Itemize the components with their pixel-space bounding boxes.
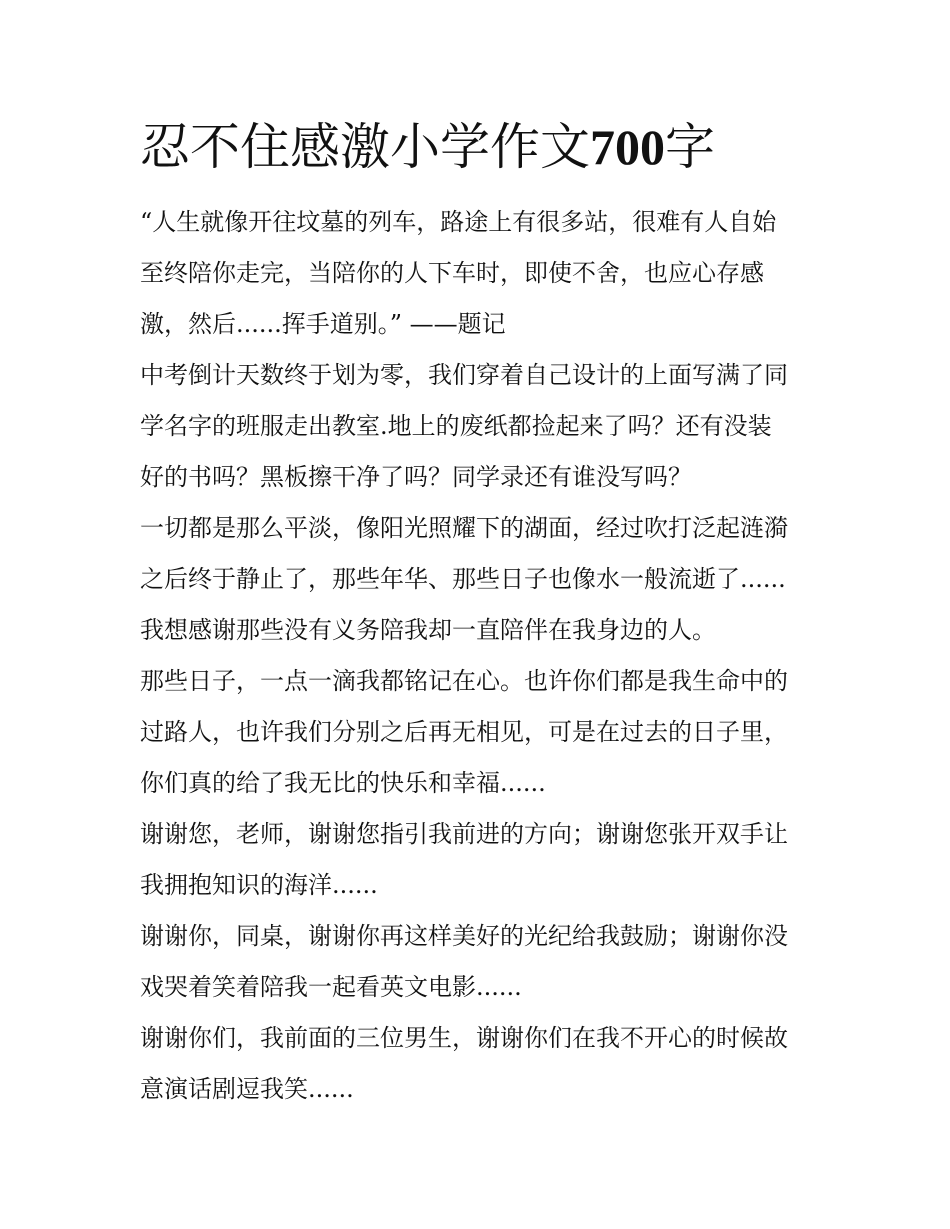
text-line: 激，然后......挥手道别。” ——题记 (140, 310, 506, 338)
text-line: 至终陪你走完，当陪你的人下车时，即使不舍，也应心存感 (140, 259, 764, 287)
text-line: 一切都是那么平淡，像阳光照耀下的湖面，经过吹打泛起涟漪 (140, 514, 788, 542)
text-line: 好的书吗？黑板擦干净了吗？同学录还有谁没写吗？ (140, 463, 692, 491)
title-suffix: 字 (665, 118, 715, 176)
paragraph-epigraph (140, 197, 820, 350)
text-line: 中考倒计天数终于划为零，我们穿着自己设计的上面写满了同 (140, 361, 788, 389)
paragraph (140, 350, 820, 503)
text-line: 戏哭着笑着陪我一起看英文电影...... (140, 973, 522, 1001)
text-line: 谢谢你，同桌，谢谢你再这样美好的光纪给我鼓励；谢谢你没 (140, 922, 788, 950)
text-line: 我拥抱知识的海洋...... (140, 871, 378, 899)
text-line: 谢谢你们，我前面的三位男生，谢谢你们在我不开心的时候故 (140, 1024, 788, 1052)
text-line: 谢谢您，老师，谢谢您指引我前进的方向；谢谢您张开双手让 (140, 820, 788, 848)
text-line: 你们真的给了我无比的快乐和幸福...... (140, 769, 546, 797)
title-number: 700 (590, 119, 665, 175)
paragraph (140, 809, 820, 911)
text-line: 过路人，也许我们分别之后再无相见，可是在过去的日子里， (140, 718, 788, 746)
paragraph (140, 911, 820, 1013)
text-line: 意演话剧逗我笑...... (140, 1075, 354, 1103)
paragraph (140, 1013, 820, 1115)
text-line: 那些日子，一点一滴我都铭记在心。也许你们都是我生命中的 (140, 667, 788, 695)
paragraph (140, 503, 820, 656)
title-main: 忍不住感激小学作文 (140, 118, 590, 176)
paragraph (140, 656, 820, 809)
text-line: 学名字的班服走出教室.地上的废纸都捡起来了吗？还有没装 (140, 412, 772, 440)
text-line: 之后终于静止了，那些年华、那些日子也像水一般流逝了...... (140, 565, 786, 593)
essay-body (140, 197, 820, 1115)
text-line: “人生就像开往坟墓的列车，路途上有很多站，很难有人自始 (140, 208, 777, 236)
document-title (140, 112, 715, 182)
text-line: 我想感谢那些没有义务陪我却一直陪伴在我身边的人。 (140, 616, 716, 644)
